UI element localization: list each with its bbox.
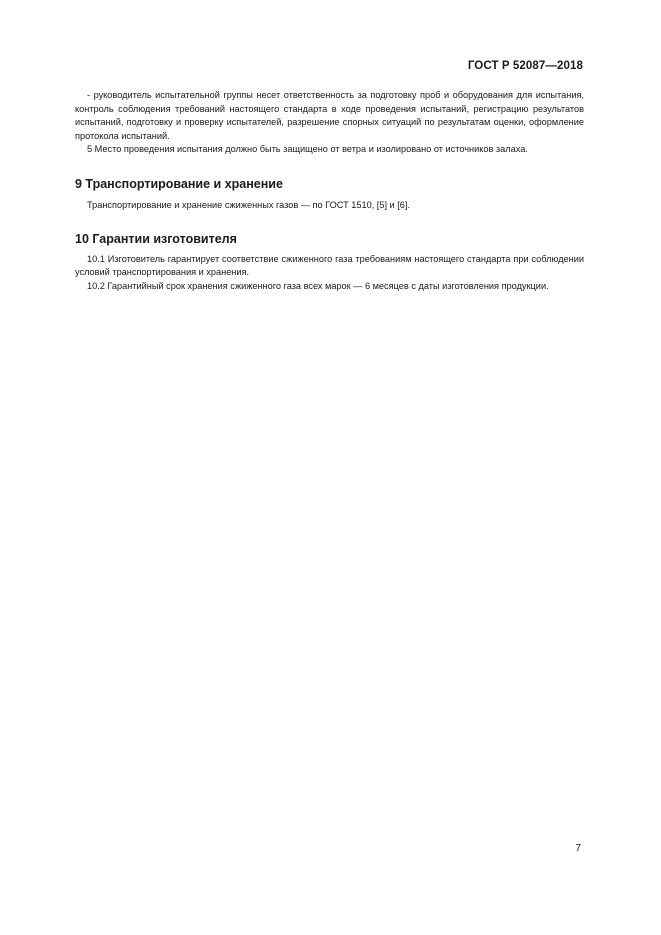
section-10-1-text: 10.1 Изготовитель гарантирует соответствие сжиженного газа требованиям настоящего стандарта при соблюдении условий транспортирования и хранения.	[75, 253, 584, 278]
section-9-text: Транспортирование и хранение сжиженных газов — по ГОСТ 1510, [5] и [6].	[87, 199, 411, 210]
page-content	[75, 89, 584, 293]
document-code-header: ГОСТ Р 52087—2018	[467, 60, 583, 72]
section-10-heading: 10 Гарантии изготовителя	[75, 231, 237, 246]
paragraph-test-location: 5 Место проведения испытания должно быть защищено от ветра и изолировано от источников залаха.	[87, 144, 528, 155]
section-10-2-text: 10.2 Гарантийный срок хранения сжиженного газа всех марок — 6 месяцев с даты изготовления продукции.	[87, 280, 549, 291]
paragraph-test-group-leader: - руководитель испытательной группы несет ответственность за подготовку проб и оборудования для испытания, контроль соблюдения требований настоящего стандарта в ходе проведения испытаний, регистрацию результатов испытаний, подготовку и проверку испытателей, разрешение спорных ситуаций по результатам оценки, оформление протокола испытаний.	[75, 90, 584, 141]
page-number: 7	[575, 843, 581, 854]
section-9-heading: 9 Транспортирование и хранение	[75, 176, 283, 191]
